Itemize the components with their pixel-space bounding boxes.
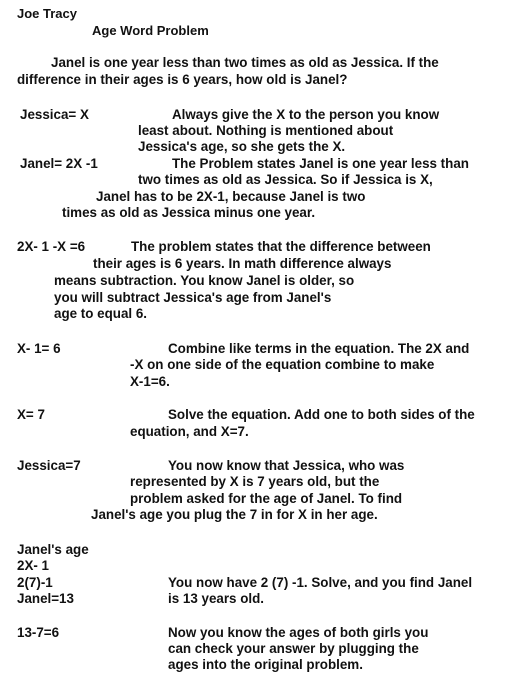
step-4-text-1: Combine like terms in the equation. The 2X and <box>168 341 470 356</box>
step-2-text-1: The Problem states Janel is one year less than <box>172 156 469 171</box>
step-4-text-3: X-1=6. <box>130 374 170 389</box>
step-1-text-2: least about. Nothing is mentioned about <box>138 123 394 138</box>
step-4-text-2: -X on one side of the equation combine to make <box>130 357 435 372</box>
step-5-label: X= 7 <box>17 407 45 422</box>
step-3-text-2: their ages is 6 years. In math difference always <box>93 256 392 271</box>
step-1-text-1: Always give the X to the person you know <box>172 107 440 122</box>
step-4-label: X- 1= 6 <box>17 341 61 356</box>
problem-line-2: difference in their ages is 6 years, how old is Janel? <box>17 72 348 87</box>
step-2-text-3: Janel has to be 2X-1, because Janel is two <box>96 189 366 204</box>
step-7-text-2: is 13 years old. <box>168 591 265 606</box>
step-8-text-1: Now you know the ages of both girls you <box>168 625 429 640</box>
step-5-text-2: equation, and X=7. <box>130 424 249 439</box>
step-7-label-4: Janel=13 <box>17 591 74 606</box>
step-2-text-2: two times as old as Jessica. So if Jessica is X, <box>138 172 433 187</box>
step-6-label: Jessica=7 <box>17 458 81 473</box>
step-3-text-4: you will subtract Jessica's age from Janel's <box>54 290 332 305</box>
step-7-text-1: You now have 2 (7) -1. Solve, and you find Janel <box>168 575 473 590</box>
step-3-text-5: age to equal 6. <box>54 306 148 321</box>
step-7-label-2: 2X- 1 <box>17 558 50 573</box>
step-5-text-1: Solve the equation. Add one to both sides of the <box>168 407 475 422</box>
step-6-text-3: problem asked for the age of Janel. To find <box>130 491 403 506</box>
step-2-text-4: times as old as Jessica minus one year. <box>62 205 316 220</box>
step-2-label: Janel= 2X -1 <box>20 156 98 171</box>
step-3-text-1: The problem states that the difference between <box>131 239 431 254</box>
step-6-text-1: You now know that Jessica, who was <box>168 458 405 473</box>
step-8-label: 13-7=6 <box>17 625 60 640</box>
step-3-text-3: means subtraction. You know Janel is older, so <box>54 273 355 288</box>
step-6-text-4: Janel's age you plug the 7 in for X in her age. <box>91 507 378 522</box>
step-3-label: 2X- 1 -X =6 <box>17 239 86 254</box>
problem-line-1: Janel is one year less than two times as old as Jessica. If the <box>51 55 439 70</box>
document-title: Age Word Problem <box>92 23 209 38</box>
step-6-text-2: represented by X is 7 years old, but the <box>130 474 380 489</box>
step-8-text-3: ages into the original problem. <box>168 657 363 672</box>
step-8-text-2: can check your answer by plugging the <box>168 641 419 656</box>
step-7-label-3: 2(7)-1 <box>17 575 53 590</box>
step-1-text-3: Jessica's age, so she gets the X. <box>138 139 346 154</box>
author-name: Joe Tracy <box>17 6 77 21</box>
step-7-label-1: Janel's age <box>17 542 89 557</box>
step-1-label: Jessica= X <box>20 107 89 122</box>
